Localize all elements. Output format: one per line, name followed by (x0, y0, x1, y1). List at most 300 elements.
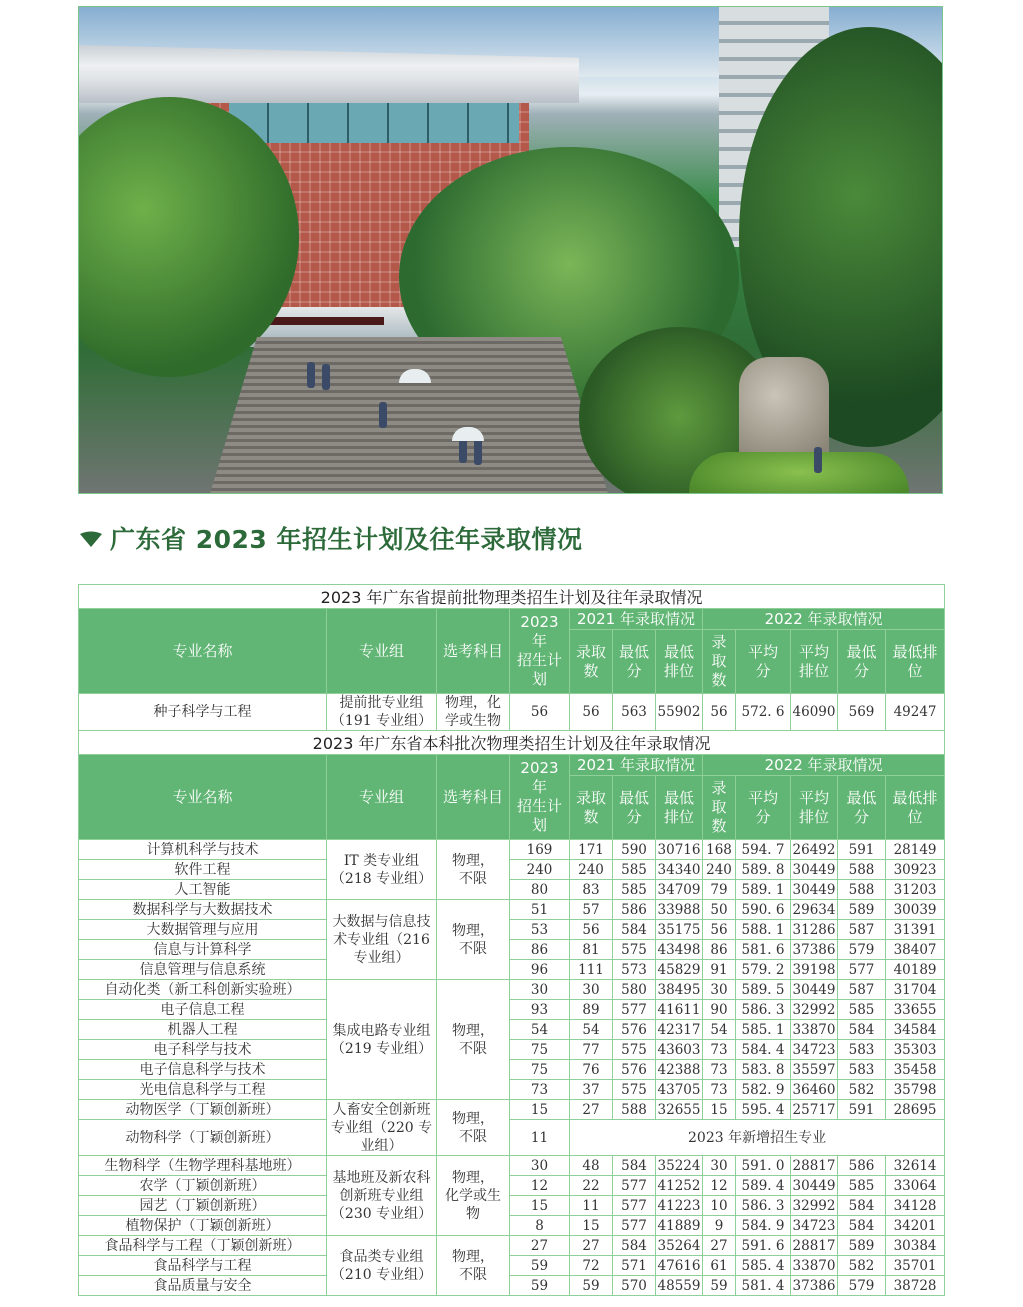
admitted-2022: 168 (703, 840, 736, 860)
avg-rank-2022: 32992 (791, 1000, 838, 1020)
avg-rank-2022: 28817 (791, 1156, 838, 1176)
major-name: 食品科学与工程（丁颖创新班） (79, 1236, 327, 1256)
table-row (79, 960, 945, 980)
min-score-2021: 585 (613, 880, 656, 900)
admitted-2021: 56 (570, 694, 613, 731)
avg-score-2022: 586. 3 (736, 1196, 791, 1216)
table-row (79, 1100, 945, 1120)
col-header-2021-min-score: 最低 分 (613, 630, 656, 694)
min-score-2021: 577 (613, 1176, 656, 1196)
min-rank-2021: 55902 (656, 694, 703, 731)
required-subjects: 物理， 不限 (437, 840, 510, 900)
min-score-2021: 570 (613, 1276, 656, 1296)
plan-2023: 93 (510, 1000, 570, 1020)
min-score-2022: 591 (838, 1100, 886, 1120)
table-row (79, 860, 945, 880)
table-row (79, 880, 945, 900)
min-score-2021: 576 (613, 1060, 656, 1080)
min-rank-2022: 40189 (886, 960, 945, 980)
col-header-2021: 2021 年录取情况 (570, 609, 703, 630)
table-caption-row (79, 585, 945, 609)
major-name: 食品质量与安全 (79, 1276, 327, 1296)
min-score-2022: 589 (838, 900, 886, 920)
min-rank-2022: 30923 (886, 860, 945, 880)
min-rank-2022: 30039 (886, 900, 945, 920)
admitted-2022: 15 (703, 1100, 736, 1120)
min-score-2021: 584 (613, 920, 656, 940)
admitted-2022: 10 (703, 1196, 736, 1216)
required-subjects: 物理， 不限 (437, 980, 510, 1100)
admitted-2022: 9 (703, 1216, 736, 1236)
new-major-note: 2023 年新增招生专业 (570, 1120, 945, 1156)
col-header-group: 专业组 (327, 609, 437, 694)
photo-person (474, 439, 482, 465)
min-score-2022: 582 (838, 1080, 886, 1100)
admitted-2021: 37 (570, 1080, 613, 1100)
min-rank-2022: 49247 (886, 694, 945, 731)
avg-rank-2022: 29634 (791, 900, 838, 920)
min-rank-2022: 32614 (886, 1156, 945, 1176)
major-name: 种子科学与工程 (79, 694, 327, 731)
min-score-2022: 589 (838, 1236, 886, 1256)
min-score-2022: 584 (838, 1216, 886, 1236)
min-rank-2022: 31391 (886, 920, 945, 940)
table-row (79, 1256, 945, 1276)
plan-2023: 75 (510, 1040, 570, 1060)
col-header-2022-avg-rank: 平均 排位 (791, 776, 838, 840)
major-name: 大数据管理与应用 (79, 920, 327, 940)
min-rank-2021: 35264 (656, 1236, 703, 1256)
major-group: 大数据与信息技 术专业组（216 专业组） (327, 900, 437, 980)
col-header-2022-min-score: 最低 分 (838, 630, 886, 694)
col-header-2022: 2022 年录取情况 (703, 755, 945, 776)
table-row (79, 1040, 945, 1060)
major-name: 电子信息科学与技术 (79, 1060, 327, 1080)
major-name: 食品科学与工程 (79, 1256, 327, 1276)
major-name: 计算机科学与技术 (79, 840, 327, 860)
avg-score-2022: 589. 8 (736, 860, 791, 880)
min-score-2022: 579 (838, 940, 886, 960)
min-score-2021: 584 (613, 1236, 656, 1256)
avg-rank-2022: 25717 (791, 1100, 838, 1120)
admitted-2021: 27 (570, 1236, 613, 1256)
major-name: 机器人工程 (79, 1020, 327, 1040)
major-name: 信息与计算科学 (79, 940, 327, 960)
min-score-2021: 563 (613, 694, 656, 731)
avg-score-2022: 585. 1 (736, 1020, 791, 1040)
plan-2023: 51 (510, 900, 570, 920)
major-name: 数据科学与大数据技术 (79, 900, 327, 920)
major-name: 信息管理与信息系统 (79, 960, 327, 980)
col-header-2022-avg-score: 平均 分 (736, 630, 791, 694)
avg-score-2022: 579. 2 (736, 960, 791, 980)
col-header-2021-min-score: 最低 分 (613, 776, 656, 840)
avg-score-2022: 594. 7 (736, 840, 791, 860)
major-group: 基地班及新农科 创新班专业组 （230 专业组） (327, 1156, 437, 1236)
min-score-2022: 582 (838, 1256, 886, 1276)
major-group: 提前批专业组 （191 专业组） (327, 694, 437, 731)
admitted-2021: 89 (570, 1000, 613, 1020)
min-score-2022: 586 (838, 1156, 886, 1176)
col-header-2022-min-score: 最低 分 (838, 776, 886, 840)
table-row (79, 1020, 945, 1040)
table-row (79, 1216, 945, 1236)
plan-2023: 11 (510, 1120, 570, 1156)
major-name: 生物科学（生物学理科基地班） (79, 1156, 327, 1176)
photo-hedge (689, 452, 909, 494)
admitted-2021: 57 (570, 900, 613, 920)
col-header-subjects: 选考科目 (437, 609, 510, 694)
col-header-2022-min-rank: 最低排 位 (886, 630, 945, 694)
avg-rank-2022: 31286 (791, 920, 838, 940)
min-score-2022: 584 (838, 1196, 886, 1216)
admitted-2021: 72 (570, 1256, 613, 1276)
table-row (79, 840, 945, 860)
avg-rank-2022: 46090 (791, 694, 838, 731)
min-score-2021: 586 (613, 900, 656, 920)
min-score-2021: 584 (613, 1156, 656, 1176)
table-row (79, 920, 945, 940)
col-header-2022: 2022 年录取情况 (703, 609, 945, 630)
avg-rank-2022: 37386 (791, 940, 838, 960)
major-name: 光电信息科学与工程 (79, 1080, 327, 1100)
admitted-2022: 50 (703, 900, 736, 920)
photo-entrance-sign (264, 317, 384, 325)
major-name: 农学（丁颖创新班） (79, 1176, 327, 1196)
major-name: 人工智能 (79, 880, 327, 900)
plan-2023: 75 (510, 1060, 570, 1080)
min-rank-2021: 30716 (656, 840, 703, 860)
admitted-2021: 27 (570, 1100, 613, 1120)
min-rank-2022: 35798 (886, 1080, 945, 1100)
min-score-2022: 588 (838, 860, 886, 880)
min-rank-2021: 47616 (656, 1256, 703, 1276)
min-rank-2021: 42388 (656, 1060, 703, 1080)
table-row (79, 1236, 945, 1256)
min-rank-2021: 43498 (656, 940, 703, 960)
plan-2023: 30 (510, 980, 570, 1000)
min-rank-2021: 41252 (656, 1176, 703, 1196)
min-rank-2022: 38728 (886, 1276, 945, 1296)
col-header-plan-2023: 2023 年 招生计 划 (510, 755, 570, 840)
admitted-2022: 27 (703, 1236, 736, 1256)
col-header-2022-avg-rank: 平均 排位 (791, 630, 838, 694)
min-rank-2021: 45829 (656, 960, 703, 980)
plan-2023: 53 (510, 920, 570, 940)
diamond-icon (80, 529, 102, 547)
avg-score-2022: 586. 3 (736, 1000, 791, 1020)
col-header-2021: 2021 年录取情况 (570, 755, 703, 776)
header-row (79, 755, 945, 776)
avg-score-2022: 581. 4 (736, 1276, 791, 1296)
col-header-major: 专业名称 (79, 755, 327, 840)
plan-2023: 59 (510, 1276, 570, 1296)
min-rank-2022: 35458 (886, 1060, 945, 1080)
admitted-2022: 61 (703, 1256, 736, 1276)
table-row (79, 694, 945, 731)
table-row (79, 1276, 945, 1296)
min-score-2021: 576 (613, 1020, 656, 1040)
min-rank-2021: 41889 (656, 1216, 703, 1236)
photo-stairs (209, 337, 609, 494)
min-rank-2022: 35303 (886, 1040, 945, 1060)
section-header (80, 520, 583, 556)
admitted-2022: 240 (703, 860, 736, 880)
col-header-2022-admitted: 录 取 数 (703, 776, 736, 840)
plan-2023: 96 (510, 960, 570, 980)
admitted-2022: 59 (703, 1276, 736, 1296)
col-header-2021-admitted: 录取 数 (570, 630, 613, 694)
min-rank-2022: 30384 (886, 1236, 945, 1256)
admitted-2022: 30 (703, 980, 736, 1000)
min-score-2022: 585 (838, 1000, 886, 1020)
admitted-2022: 12 (703, 1176, 736, 1196)
photo-person (322, 364, 330, 390)
plan-2023: 8 (510, 1216, 570, 1236)
plan-2023: 54 (510, 1020, 570, 1040)
admitted-2022: 54 (703, 1020, 736, 1040)
col-header-2022-min-rank: 最低排 位 (886, 776, 945, 840)
major-group: 集成电路专业组 （219 专业组） (327, 980, 437, 1100)
admitted-2022: 56 (703, 694, 736, 731)
table-row (79, 980, 945, 1000)
table-row (79, 940, 945, 960)
col-header-major: 专业名称 (79, 609, 327, 694)
min-rank-2021: 34709 (656, 880, 703, 900)
plan-2023: 15 (510, 1196, 570, 1216)
plan-2023: 86 (510, 940, 570, 960)
min-rank-2022: 35701 (886, 1256, 945, 1276)
avg-score-2022: 589. 4 (736, 1176, 791, 1196)
major-name: 动物医学（丁颖创新班） (79, 1100, 327, 1120)
admitted-2022: 73 (703, 1080, 736, 1100)
photo-person (379, 402, 387, 428)
col-header-plan-2023: 2023 年 招生计 划 (510, 609, 570, 694)
min-rank-2022: 34128 (886, 1196, 945, 1216)
admitted-2021: 54 (570, 1020, 613, 1040)
avg-score-2022: 584. 9 (736, 1216, 791, 1236)
required-subjects: 物理， 化学或生 物 (437, 1156, 510, 1236)
avg-rank-2022: 34723 (791, 1040, 838, 1060)
admitted-2022: 30 (703, 1156, 736, 1176)
min-score-2021: 580 (613, 980, 656, 1000)
col-header-2022-admitted: 录 取 数 (703, 630, 736, 694)
min-rank-2021: 43603 (656, 1040, 703, 1060)
admitted-2021: 83 (570, 880, 613, 900)
min-score-2021: 588 (613, 1100, 656, 1120)
admitted-2021: 56 (570, 920, 613, 940)
plan-2023: 15 (510, 1100, 570, 1120)
plan-2023: 30 (510, 1156, 570, 1176)
table-caption-row (79, 731, 945, 755)
admitted-2021: 111 (570, 960, 613, 980)
major-name: 电子科学与技术 (79, 1040, 327, 1060)
avg-score-2022: 581. 6 (736, 940, 791, 960)
min-rank-2021: 34340 (656, 860, 703, 880)
admitted-2021: 11 (570, 1196, 613, 1216)
min-score-2022: 587 (838, 980, 886, 1000)
min-rank-2022: 33064 (886, 1176, 945, 1196)
col-header-subjects: 选考科目 (437, 755, 510, 840)
min-rank-2021: 42317 (656, 1020, 703, 1040)
min-score-2021: 590 (613, 840, 656, 860)
min-rank-2021: 41223 (656, 1196, 703, 1216)
required-subjects: 物理， 不限 (437, 1236, 510, 1296)
admitted-2021: 59 (570, 1276, 613, 1296)
col-header-2022-avg-score: 平均 分 (736, 776, 791, 840)
plan-2023: 240 (510, 860, 570, 880)
major-name: 电子信息工程 (79, 1000, 327, 1020)
admitted-2022: 56 (703, 920, 736, 940)
plan-2023: 80 (510, 880, 570, 900)
col-header-group: 专业组 (327, 755, 437, 840)
avg-score-2022: 588. 1 (736, 920, 791, 940)
admitted-2022: 90 (703, 1000, 736, 1020)
avg-score-2022: 589. 1 (736, 880, 791, 900)
min-score-2021: 585 (613, 860, 656, 880)
avg-rank-2022: 39198 (791, 960, 838, 980)
admission-table (78, 584, 944, 1296)
avg-score-2022: 572. 6 (736, 694, 791, 731)
admitted-2022: 73 (703, 1060, 736, 1080)
photo-person (307, 362, 315, 388)
campus-library-photo (78, 6, 943, 494)
avg-score-2022: 595. 4 (736, 1100, 791, 1120)
admitted-2021: 171 (570, 840, 613, 860)
table-row (79, 1080, 945, 1100)
min-rank-2021: 35224 (656, 1156, 703, 1176)
table-caption: 2023 年广东省提前批物理类招生计划及往年录取情况 (79, 585, 945, 609)
plan-2023: 59 (510, 1256, 570, 1276)
avg-score-2022: 585. 4 (736, 1256, 791, 1276)
min-score-2022: 569 (838, 694, 886, 731)
photo-student (814, 447, 822, 473)
min-rank-2022: 33655 (886, 1000, 945, 1020)
required-subjects: 物理， 不限 (437, 1100, 510, 1156)
table-row (79, 1000, 945, 1020)
avg-rank-2022: 37386 (791, 1276, 838, 1296)
min-score-2022: 585 (838, 1176, 886, 1196)
avg-rank-2022: 26492 (791, 840, 838, 860)
admitted-2022: 73 (703, 1040, 736, 1060)
admitted-2021: 30 (570, 980, 613, 1000)
avg-score-2022: 582. 9 (736, 1080, 791, 1100)
admitted-2021: 15 (570, 1216, 613, 1236)
min-score-2021: 575 (613, 1040, 656, 1060)
section-title: 广东省 2023 年招生计划及往年录取情况 (110, 525, 583, 554)
col-header-2021-min-rank: 最低 排位 (656, 630, 703, 694)
min-score-2021: 577 (613, 1216, 656, 1236)
table-row (79, 1176, 945, 1196)
min-score-2022: 587 (838, 920, 886, 940)
min-score-2022: 584 (838, 1020, 886, 1040)
admitted-2021: 81 (570, 940, 613, 960)
min-rank-2021: 48559 (656, 1276, 703, 1296)
min-rank-2022: 34584 (886, 1020, 945, 1040)
col-header-2021-min-rank: 最低 排位 (656, 776, 703, 840)
min-score-2021: 571 (613, 1256, 656, 1276)
avg-score-2022: 590. 6 (736, 900, 791, 920)
min-rank-2022: 34201 (886, 1216, 945, 1236)
required-subjects: 物理， 不限 (437, 900, 510, 980)
plan-2023: 73 (510, 1080, 570, 1100)
min-score-2021: 573 (613, 960, 656, 980)
admitted-2022: 86 (703, 940, 736, 960)
plan-2023: 56 (510, 694, 570, 731)
min-score-2021: 577 (613, 1000, 656, 1020)
min-score-2022: 591 (838, 840, 886, 860)
avg-rank-2022: 34723 (791, 1216, 838, 1236)
min-rank-2021: 32655 (656, 1100, 703, 1120)
min-rank-2021: 35175 (656, 920, 703, 940)
admitted-2022: 91 (703, 960, 736, 980)
min-score-2022: 588 (838, 880, 886, 900)
major-group: IT 类专业组 （218 专业组） (327, 840, 437, 900)
admitted-2021: 240 (570, 860, 613, 880)
major-name: 园艺（丁颖创新班） (79, 1196, 327, 1216)
plan-2023: 12 (510, 1176, 570, 1196)
min-rank-2022: 28695 (886, 1100, 945, 1120)
required-subjects: 物理，化 学或生物 (437, 694, 510, 731)
min-score-2021: 575 (613, 1080, 656, 1100)
min-rank-2021: 41611 (656, 1000, 703, 1020)
avg-rank-2022: 32992 (791, 1196, 838, 1216)
min-score-2022: 579 (838, 1276, 886, 1296)
avg-rank-2022: 30449 (791, 980, 838, 1000)
avg-rank-2022: 36460 (791, 1080, 838, 1100)
avg-score-2022: 583. 8 (736, 1060, 791, 1080)
avg-rank-2022: 30449 (791, 860, 838, 880)
min-rank-2021: 38495 (656, 980, 703, 1000)
avg-score-2022: 591. 0 (736, 1156, 791, 1176)
min-rank-2021: 43705 (656, 1080, 703, 1100)
min-rank-2022: 31704 (886, 980, 945, 1000)
avg-score-2022: 584. 4 (736, 1040, 791, 1060)
min-rank-2021: 33988 (656, 900, 703, 920)
plan-2023: 169 (510, 840, 570, 860)
avg-rank-2022: 35597 (791, 1060, 838, 1080)
table-row (79, 900, 945, 920)
min-rank-2022: 28149 (886, 840, 945, 860)
min-score-2022: 577 (838, 960, 886, 980)
col-header-2021-admitted: 录取 数 (570, 776, 613, 840)
admitted-2021: 48 (570, 1156, 613, 1176)
admitted-2021: 76 (570, 1060, 613, 1080)
major-group: 食品类专业组 （210 专业组） (327, 1236, 437, 1296)
header-row (79, 609, 945, 630)
major-name: 软件工程 (79, 860, 327, 880)
table-row (79, 1120, 945, 1156)
major-group: 人畜安全创新班 专业组（220 专 业组） (327, 1100, 437, 1156)
plan-2023: 27 (510, 1236, 570, 1256)
admitted-2022: 79 (703, 880, 736, 900)
table-caption: 2023 年广东省本科批次物理类招生计划及往年录取情况 (79, 731, 945, 755)
avg-score-2022: 589. 5 (736, 980, 791, 1000)
avg-score-2022: 591. 6 (736, 1236, 791, 1256)
avg-rank-2022: 30449 (791, 880, 838, 900)
table-row (79, 1060, 945, 1080)
table-row (79, 1156, 945, 1176)
major-name: 植物保护（丁颖创新班） (79, 1216, 327, 1236)
major-name: 自动化类（新工科创新实验班） (79, 980, 327, 1000)
min-score-2022: 583 (838, 1060, 886, 1080)
avg-rank-2022: 30449 (791, 1176, 838, 1196)
min-score-2021: 575 (613, 940, 656, 960)
avg-rank-2022: 28817 (791, 1236, 838, 1256)
min-score-2021: 577 (613, 1196, 656, 1216)
admitted-2021: 77 (570, 1040, 613, 1060)
photo-building-windows (229, 103, 519, 143)
